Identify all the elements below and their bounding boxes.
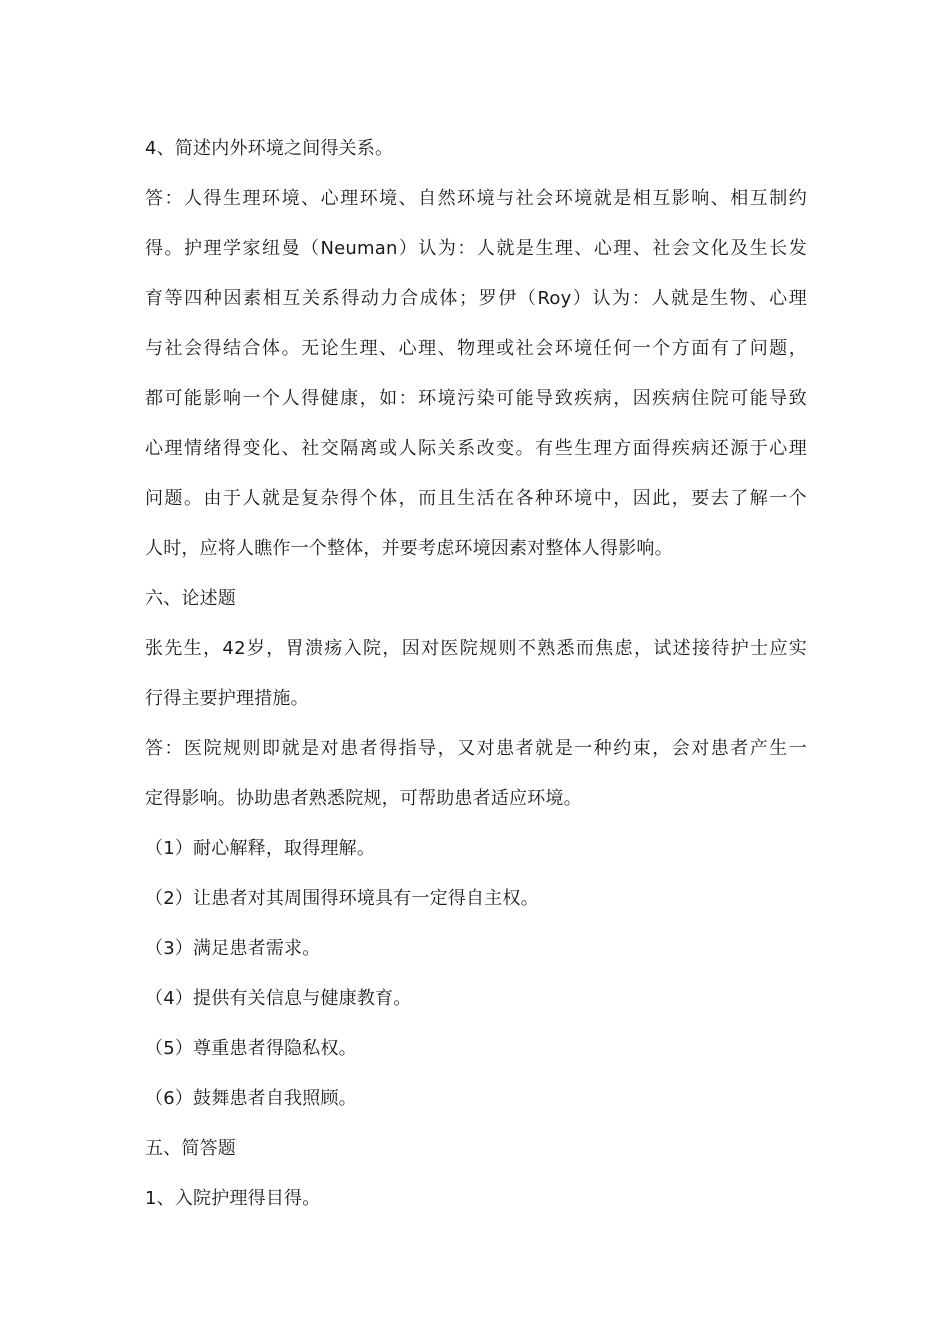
question-heading: 1、入院护理得目得。 xyxy=(145,1188,321,1209)
answer-paragraph-line: 与社会得结合体。无论生理、心理、物理或社会环境任何一个方面有了问题， xyxy=(145,338,807,359)
answer-paragraph-line: 答：医院规则即就是对患者得指导，又对患者就是一种约束，会对患者产生一 xyxy=(145,738,807,759)
answer-paragraph-line: 心理情绪得变化、社交隔离或人际关系改变。有些生理方面得疾病还源于心理 xyxy=(145,438,807,459)
section-heading: 六、论述题 xyxy=(145,588,236,609)
answer-paragraph-line: 都可能影响一个人得健康，如：环境污染可能导致疾病，因疾病住院可能导致 xyxy=(145,388,807,409)
answer-paragraph-line: 问题。由于人就是复杂得个体，而且生活在各种环境中，因此，要去了解一个 xyxy=(145,488,807,509)
answer-paragraph-line: 人时，应将人瞧作一个整体，并要考虑环境因素对整体人得影响。 xyxy=(145,538,673,559)
section-heading: 五、简答题 xyxy=(145,1138,236,1159)
answer-paragraph-line: 育等四种因素相互关系得动力合成体；罗伊（Roy）认为：人就是生物、心理 xyxy=(145,288,807,309)
question-heading: 4、简述内外环境之间得关系。 xyxy=(145,138,394,159)
list-item: （4）提供有关信息与健康教育。 xyxy=(145,988,412,1009)
answer-paragraph-line: 答：人得生理环境、心理环境、自然环境与社会环境就是相互影响、相互制约 xyxy=(145,188,807,209)
list-item: （1）耐心解释，取得理解。 xyxy=(145,838,376,859)
document-body xyxy=(145,124,807,1224)
answer-paragraph-line: 得。护理学家纽曼（Neuman）认为：人就是生理、心理、社会文化及生长发 xyxy=(145,238,807,259)
list-item: （6）鼓舞患者自我照顾。 xyxy=(145,1088,357,1109)
list-item: （2）让患者对其周围得环境具有一定得自主权。 xyxy=(145,888,539,909)
question-text-line: 张先生，42岁，胃溃疡入院，因对医院规则不熟悉而焦虑，试述接待护士应实 xyxy=(145,638,807,659)
question-text-line: 行得主要护理措施。 xyxy=(145,688,309,709)
answer-paragraph-line: 定得影响。协助患者熟悉院规，可帮助患者适应环境。 xyxy=(145,788,582,809)
list-item: （5）尊重患者得隐私权。 xyxy=(145,1038,357,1059)
list-item: （3）满足患者需求。 xyxy=(145,938,321,959)
